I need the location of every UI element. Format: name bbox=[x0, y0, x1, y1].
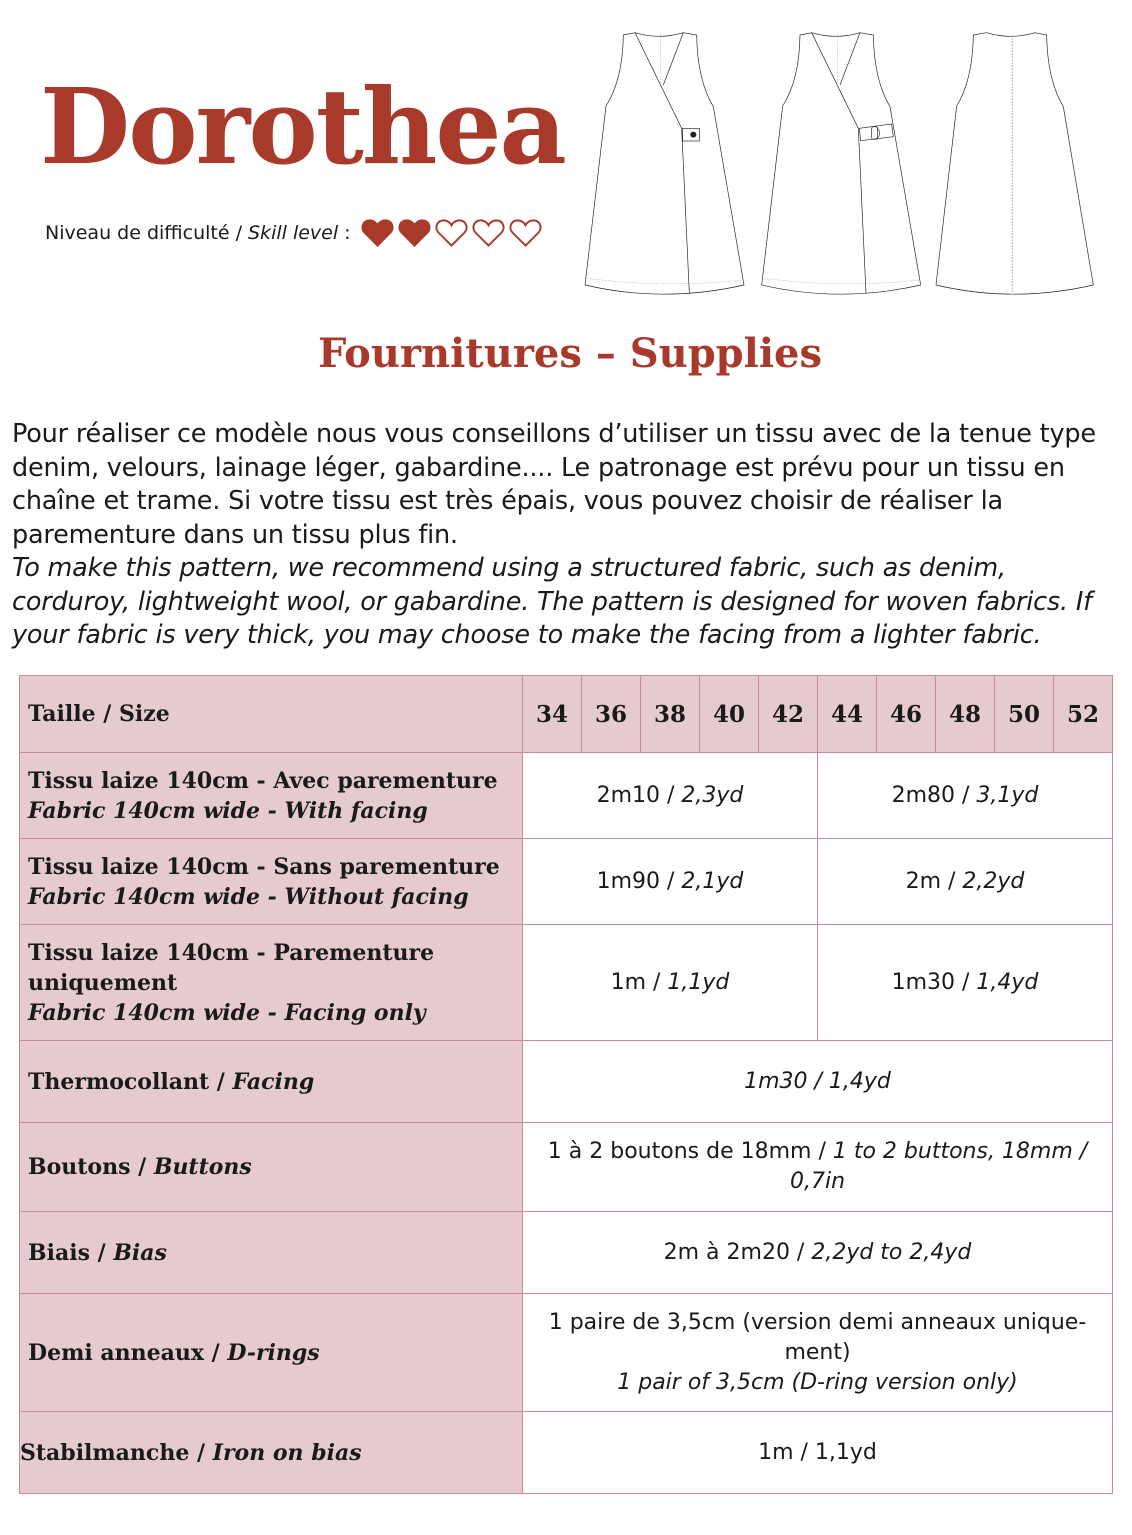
row-value: 1 à 2 boutons de 18mm / 1 to 2 buttons, 18mm / 0,7in bbox=[523, 1123, 1113, 1212]
size-46: 46 bbox=[877, 676, 936, 753]
size-40: 40 bbox=[700, 676, 759, 753]
size-38: 38 bbox=[641, 676, 700, 753]
heart-filled-icon bbox=[361, 218, 394, 248]
dress-front-dring-drawing bbox=[762, 33, 921, 295]
skill-level bbox=[45, 218, 542, 248]
row-label: Tissu laize 140cm - Parementure uniquement Fabric 140cm wide - Facing only bbox=[20, 925, 523, 1041]
skill-label-en: Skill level bbox=[248, 222, 339, 244]
table-row bbox=[20, 839, 1113, 925]
heart-outline-icon bbox=[509, 218, 542, 248]
size-header-row bbox=[20, 676, 1113, 753]
row-value: 2m80 / 3,1yd bbox=[818, 753, 1113, 839]
skill-label-fr: Niveau de difficulté / bbox=[45, 222, 242, 244]
heart-outline-icon bbox=[472, 218, 505, 248]
table-row bbox=[20, 1123, 1113, 1212]
size-42: 42 bbox=[759, 676, 818, 753]
row-value: 1m / 1,1yd bbox=[523, 925, 818, 1041]
skill-hearts bbox=[361, 218, 542, 248]
table-row bbox=[20, 1412, 1113, 1494]
size-34: 34 bbox=[523, 676, 582, 753]
technical-drawings bbox=[560, 20, 1120, 310]
dress-back-drawing bbox=[936, 33, 1093, 295]
table-row bbox=[20, 925, 1113, 1041]
size-44: 44 bbox=[818, 676, 877, 753]
section-title: Fournitures – Supplies bbox=[317, 330, 823, 377]
size-50: 50 bbox=[995, 676, 1054, 753]
heart-outline-icon bbox=[435, 218, 468, 248]
dress-front-button-drawing bbox=[585, 33, 744, 295]
row-value: 1m30 / 1,4yd bbox=[818, 925, 1113, 1041]
row-value: 1 paire de 3,5cm (version demi anneaux unique-ment) 1 pair of 3,5cm (D-ring version only) bbox=[523, 1294, 1113, 1412]
row-label: Boutons / Buttons bbox=[20, 1123, 523, 1212]
row-value: 2m / 2,2yd bbox=[818, 839, 1113, 925]
supplies-table bbox=[19, 675, 1113, 1494]
size-52: 52 bbox=[1054, 676, 1113, 753]
intro-fr: Pour réaliser ce modèle nous vous conseillons d’utiliser un tissu avec de la tenue type denim, velours, lainage léger, gabardine.... Le patronage est prévu pour un tissu en chaîne et trame. Si votre tissu est très épais, vous pouvez choisir de réaliser la parementure dans un tissu plus fin. bbox=[12, 419, 1096, 550]
table-row bbox=[20, 1294, 1113, 1412]
row-label: Thermocollant / Facing bbox=[20, 1041, 523, 1123]
skill-colon: : bbox=[344, 222, 351, 244]
row-value: 1m / 1,1yd bbox=[523, 1412, 1113, 1494]
row-label: Biais / Bias bbox=[20, 1212, 523, 1294]
row-value: 1m30 / 1,4yd bbox=[523, 1041, 1113, 1123]
table-row bbox=[20, 1041, 1113, 1123]
row-value: 1m90 / 2,1yd bbox=[523, 839, 818, 925]
row-label: Demi anneaux / D-rings bbox=[20, 1294, 523, 1412]
table-row bbox=[20, 1212, 1113, 1294]
size-header-label: Taille / Size bbox=[20, 676, 523, 753]
row-value: 2m10 / 2,3yd bbox=[523, 753, 818, 839]
intro-text bbox=[12, 418, 1122, 653]
row-label: Stabilmanche / Iron on bias bbox=[20, 1412, 523, 1494]
intro-en: To make this pattern, we recommend using a structured fabric, such as denim, corduroy, lightweight wool, or gabardine. The pattern is designed for woven fabrics. If your fabric is very thick, you may choose to make the facing from a lighter fabric. bbox=[12, 553, 1092, 650]
heart-filled-icon bbox=[398, 218, 431, 248]
row-label: Tissu laize 140cm - Sans parementure Fabric 140cm wide - Without facing bbox=[20, 839, 523, 925]
size-36: 36 bbox=[582, 676, 641, 753]
table-row bbox=[20, 753, 1113, 839]
row-value: 2m à 2m20 / 2,2yd to 2,4yd bbox=[523, 1212, 1113, 1294]
size-48: 48 bbox=[936, 676, 995, 753]
pattern-title: Dorothea bbox=[40, 65, 565, 188]
row-label: Tissu laize 140cm - Avec parementure Fabric 140cm wide - With facing bbox=[20, 753, 523, 839]
